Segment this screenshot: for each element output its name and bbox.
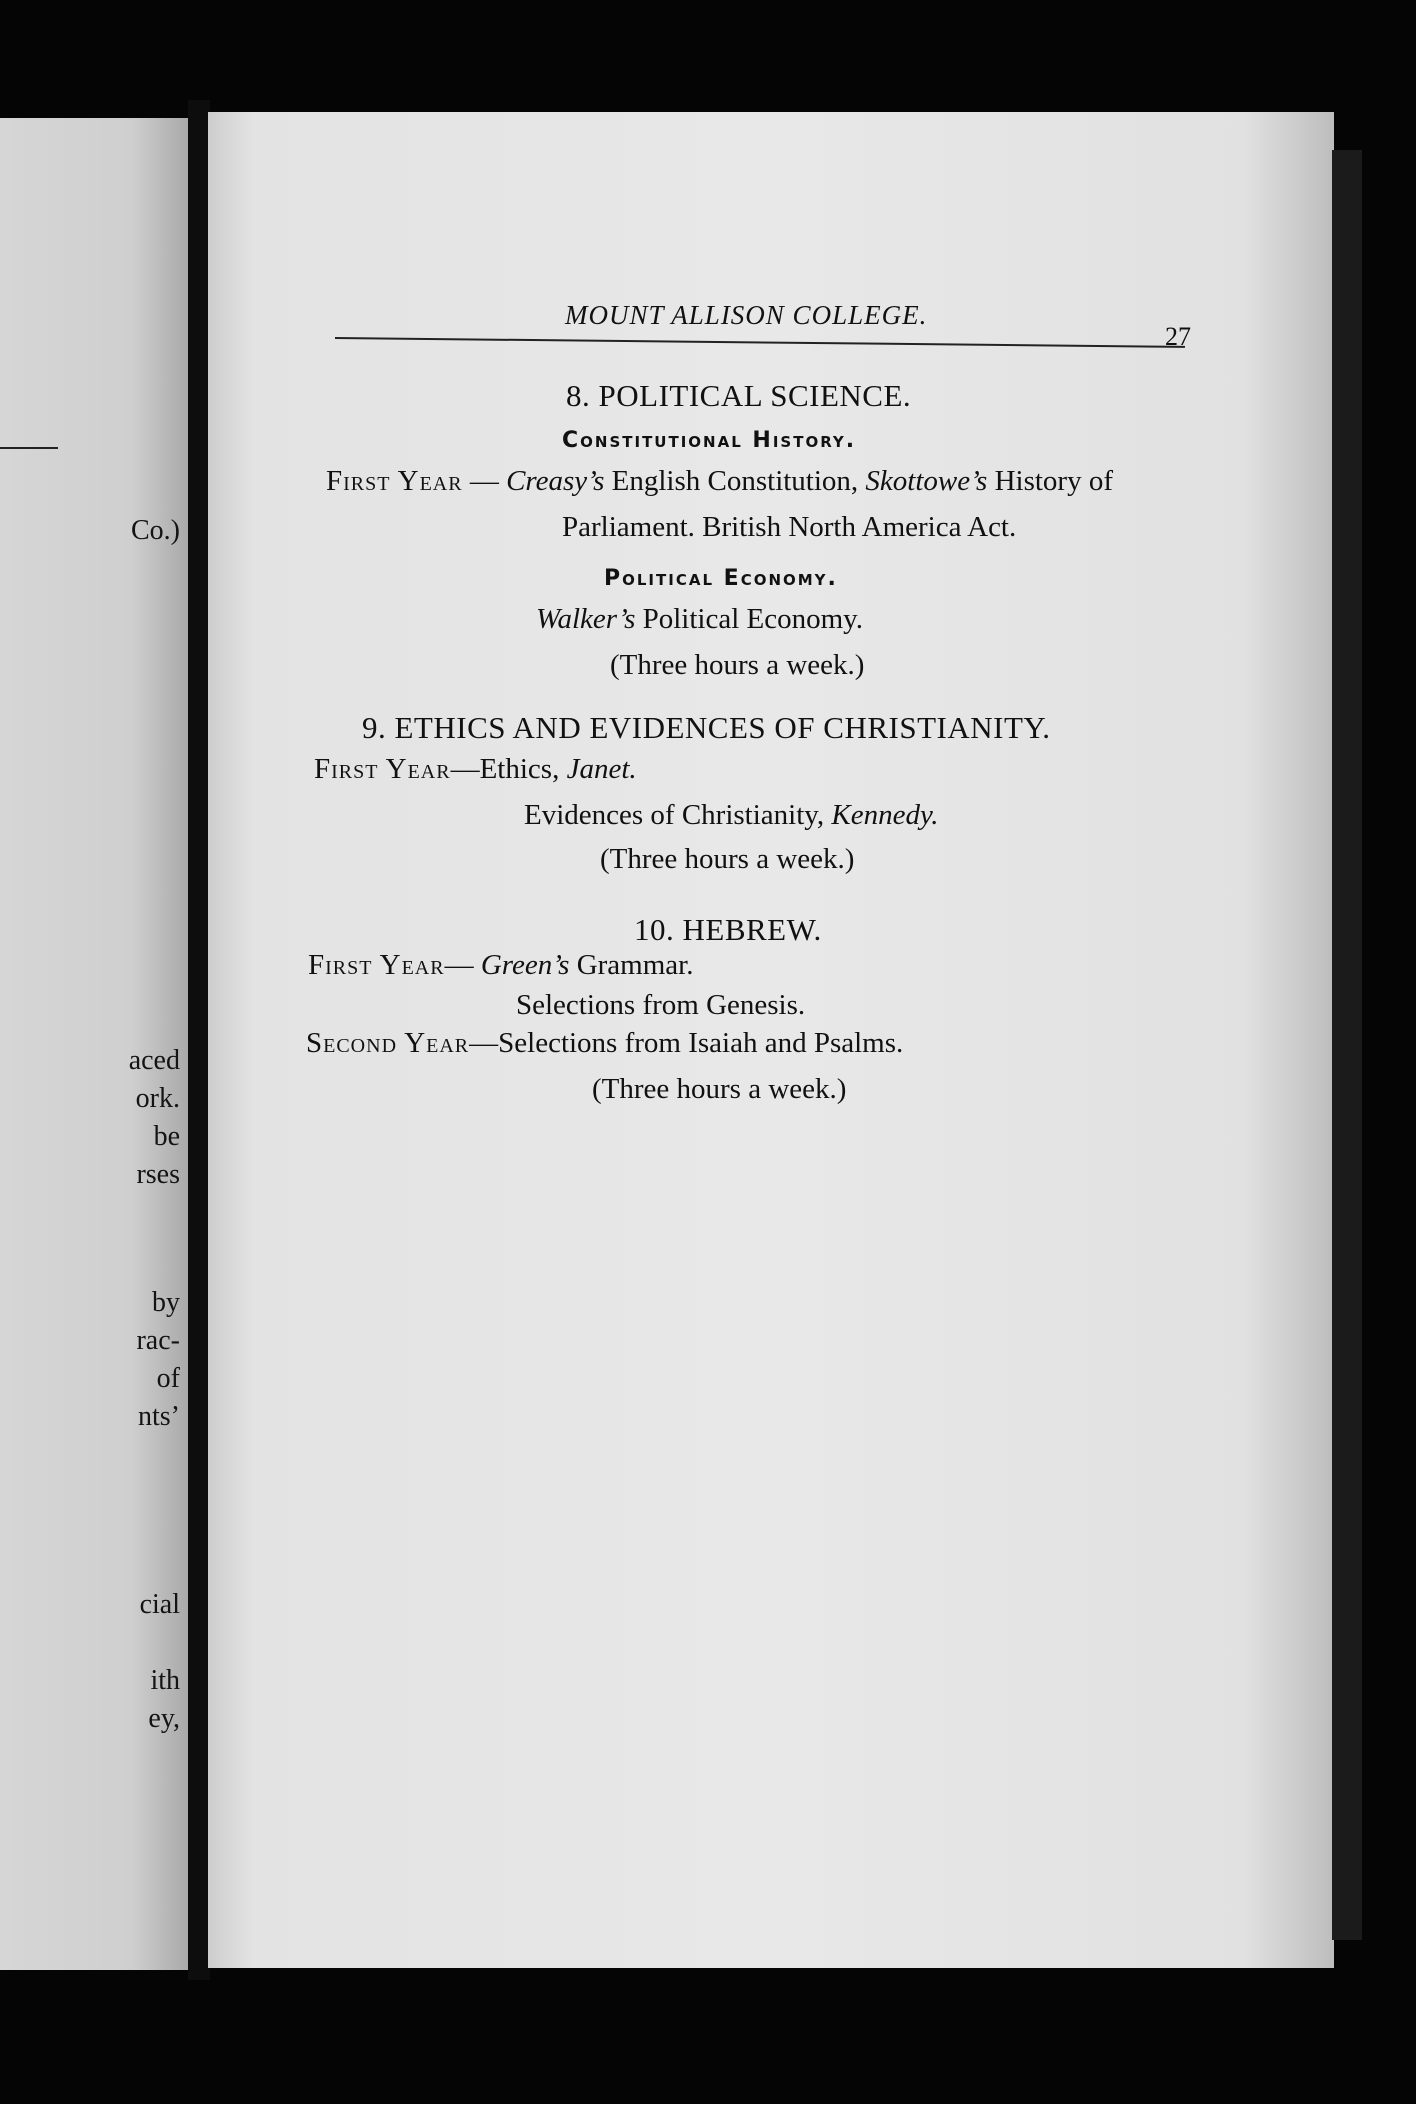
year-label: First Year bbox=[326, 465, 463, 497]
course-line-first-year bbox=[308, 948, 693, 982]
subheading-political-economy: Political Economy. bbox=[604, 566, 838, 591]
author-name: Walker’s bbox=[536, 603, 636, 635]
previous-page-fragment: be bbox=[153, 1121, 180, 1152]
course-text: History of bbox=[987, 465, 1113, 497]
author-name: Skottowe’s bbox=[865, 465, 988, 497]
previous-page-fragment: ith bbox=[150, 1665, 180, 1696]
hours-note: (Three hours a week.) bbox=[600, 843, 855, 875]
previous-page-rule bbox=[0, 447, 58, 449]
previous-page-fragment: rses bbox=[136, 1159, 180, 1190]
dash: — bbox=[444, 949, 481, 981]
course-text: Grammar. bbox=[569, 949, 694, 981]
section-heading-hebrew: 10. HEBREW. bbox=[634, 912, 822, 947]
year-label: Second Year bbox=[306, 1027, 470, 1059]
course-text: Ethics, bbox=[479, 753, 567, 785]
course-line-first-year bbox=[326, 464, 1113, 498]
year-label: First Year bbox=[314, 753, 451, 785]
year-label: First Year bbox=[308, 949, 445, 981]
previous-page-fragment: nts’ bbox=[138, 1401, 180, 1432]
course-line bbox=[524, 798, 939, 832]
author-name: Creasy’s bbox=[506, 465, 605, 497]
course-text: Evidences of Christianity, bbox=[524, 799, 832, 831]
course-text: Political Economy. bbox=[635, 603, 864, 635]
subheading-constitutional-history: Constitutional History. bbox=[562, 428, 857, 453]
running-head-title: MOUNT ALLISON COLLEGE. bbox=[565, 300, 928, 330]
hours-note: (Three hours a week.) bbox=[610, 649, 865, 681]
previous-page-fragment: ey, bbox=[148, 1703, 180, 1734]
previous-page-fragment: of bbox=[156, 1363, 180, 1394]
dash: — bbox=[469, 1027, 499, 1059]
running-head bbox=[330, 300, 1380, 351]
previous-page bbox=[0, 118, 188, 1970]
previous-page-fragment: ork. bbox=[135, 1083, 180, 1114]
course-line-political-economy bbox=[536, 602, 863, 636]
course-line-first-year bbox=[314, 752, 637, 786]
course-line-second-year bbox=[306, 1026, 903, 1060]
section-heading-political-science: 8. POLITICAL SCIENCE. bbox=[566, 378, 912, 413]
previous-page-fragment: rac- bbox=[136, 1325, 180, 1356]
author-name: Janet. bbox=[566, 753, 637, 785]
dash: — bbox=[450, 753, 480, 785]
page-number: 27 bbox=[1165, 322, 1191, 351]
section-heading-ethics: 9. ETHICS AND EVIDENCES OF CHRISTIANITY. bbox=[362, 710, 1051, 745]
course-text: Selections from Isaiah and Psalms. bbox=[498, 1027, 904, 1059]
previous-page-fragment: Co.) bbox=[131, 515, 180, 546]
course-line-continuation: Parliament. British North America Act. bbox=[562, 511, 1017, 543]
course-line: Selections from Genesis. bbox=[516, 989, 806, 1021]
previous-page-fragment: aced bbox=[128, 1045, 180, 1076]
dash: — bbox=[462, 465, 507, 497]
author-name: Green’s bbox=[480, 949, 570, 981]
course-text: English Constitution, bbox=[604, 465, 866, 497]
book-gutter bbox=[188, 100, 210, 1980]
page-edge-shadow bbox=[1332, 150, 1362, 1940]
hours-note: (Three hours a week.) bbox=[592, 1073, 847, 1105]
author-name: Kennedy. bbox=[831, 799, 939, 831]
previous-page-fragment: cial bbox=[139, 1589, 180, 1620]
previous-page-fragment: by bbox=[152, 1287, 180, 1318]
